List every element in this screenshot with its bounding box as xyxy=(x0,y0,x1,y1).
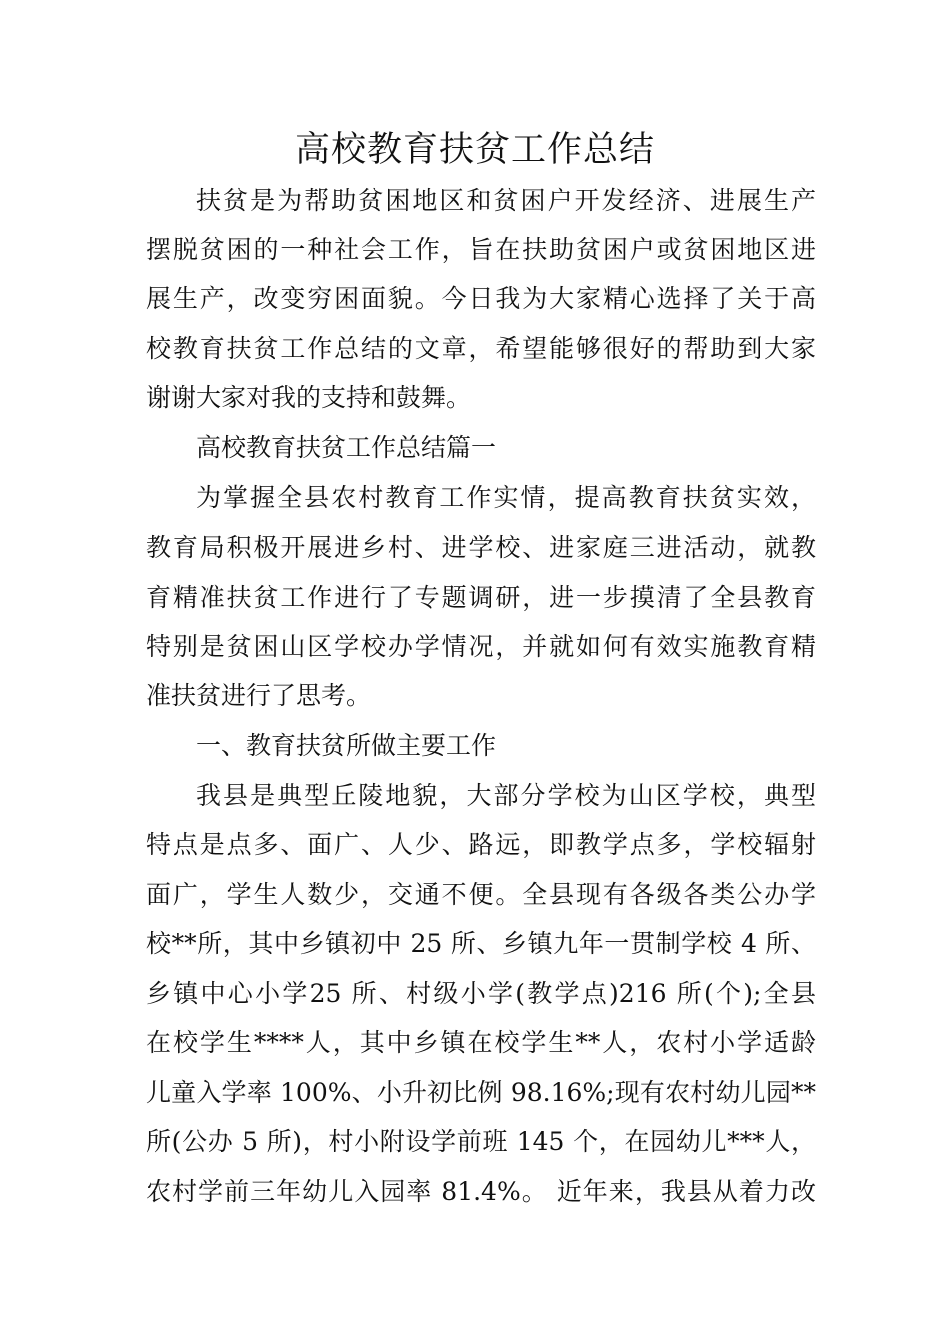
paragraph-line: 校**所，其中乡镇初中 25 所、乡镇九年一贯制学校 4 所、 xyxy=(146,929,816,958)
paragraph-line: 展生产，改变穷困面貌。今日我为大家精心选择了关于高 xyxy=(146,284,816,313)
paragraph-line: 儿童入学率 100%、小升初比例 98.16%;现有农村幼儿园** xyxy=(146,1078,816,1107)
section-heading: 高校教育扶贫工作总结篇一 xyxy=(196,433,497,462)
paragraph-line: 为掌握全县农村教育工作实情，提高教育扶贫实效， xyxy=(196,483,816,512)
paragraph-line: 特别是贫困山区学校办学情况，并就如何有效实施教育精 xyxy=(146,632,816,661)
paragraph-line: 谢谢大家对我的支持和鼓舞。 xyxy=(146,383,472,412)
paragraph-line: 扶贫是为帮助贫困地区和贫困户开发经济、进展生产 xyxy=(196,186,816,215)
paragraph-line: 我县是典型丘陵地貌，大部分学校为山区学校，典型 xyxy=(196,781,816,810)
section-heading: 一、教育扶贫所做主要工作 xyxy=(196,731,497,760)
paragraph-line: 面广，学生人数少，交通不便。全县现有各级各类公办学 xyxy=(146,880,816,909)
paragraph-line: 农村学前三年幼儿入园率 81.4%。 近年来，我县从着力改 xyxy=(146,1177,816,1206)
document-title: 高校教育扶贫工作总结 xyxy=(294,130,655,170)
paragraph-line: 教育局积极开展进乡村、进学校、进家庭三进活动，就教 xyxy=(146,533,816,562)
paragraph-line: 乡镇中心小学25 所、村级小学(教学点)216 所(个);全县 xyxy=(146,979,816,1008)
paragraph-line: 校教育扶贫工作总结的文章，希望能够很好的帮助到大家 xyxy=(146,334,816,363)
paragraph-line: 育精准扶贫工作进行了专题调研，进一步摸清了全县教育 xyxy=(146,583,816,612)
paragraph-line: 摆脱贫困的一种社会工作，旨在扶助贫困户或贫困地区进 xyxy=(146,235,816,264)
paragraph-line: 特点是点多、面广、人少、路远，即教学点多，学校辐射 xyxy=(146,830,816,859)
paragraph-line: 所(公办 5 所)，村小附设学前班 145 个，在园幼儿***人， xyxy=(146,1127,816,1156)
paragraph-line: 准扶贫进行了思考。 xyxy=(146,681,372,710)
paragraph-line: 在校学生****人，其中乡镇在校学生**人，农村小学适龄 xyxy=(146,1028,816,1057)
